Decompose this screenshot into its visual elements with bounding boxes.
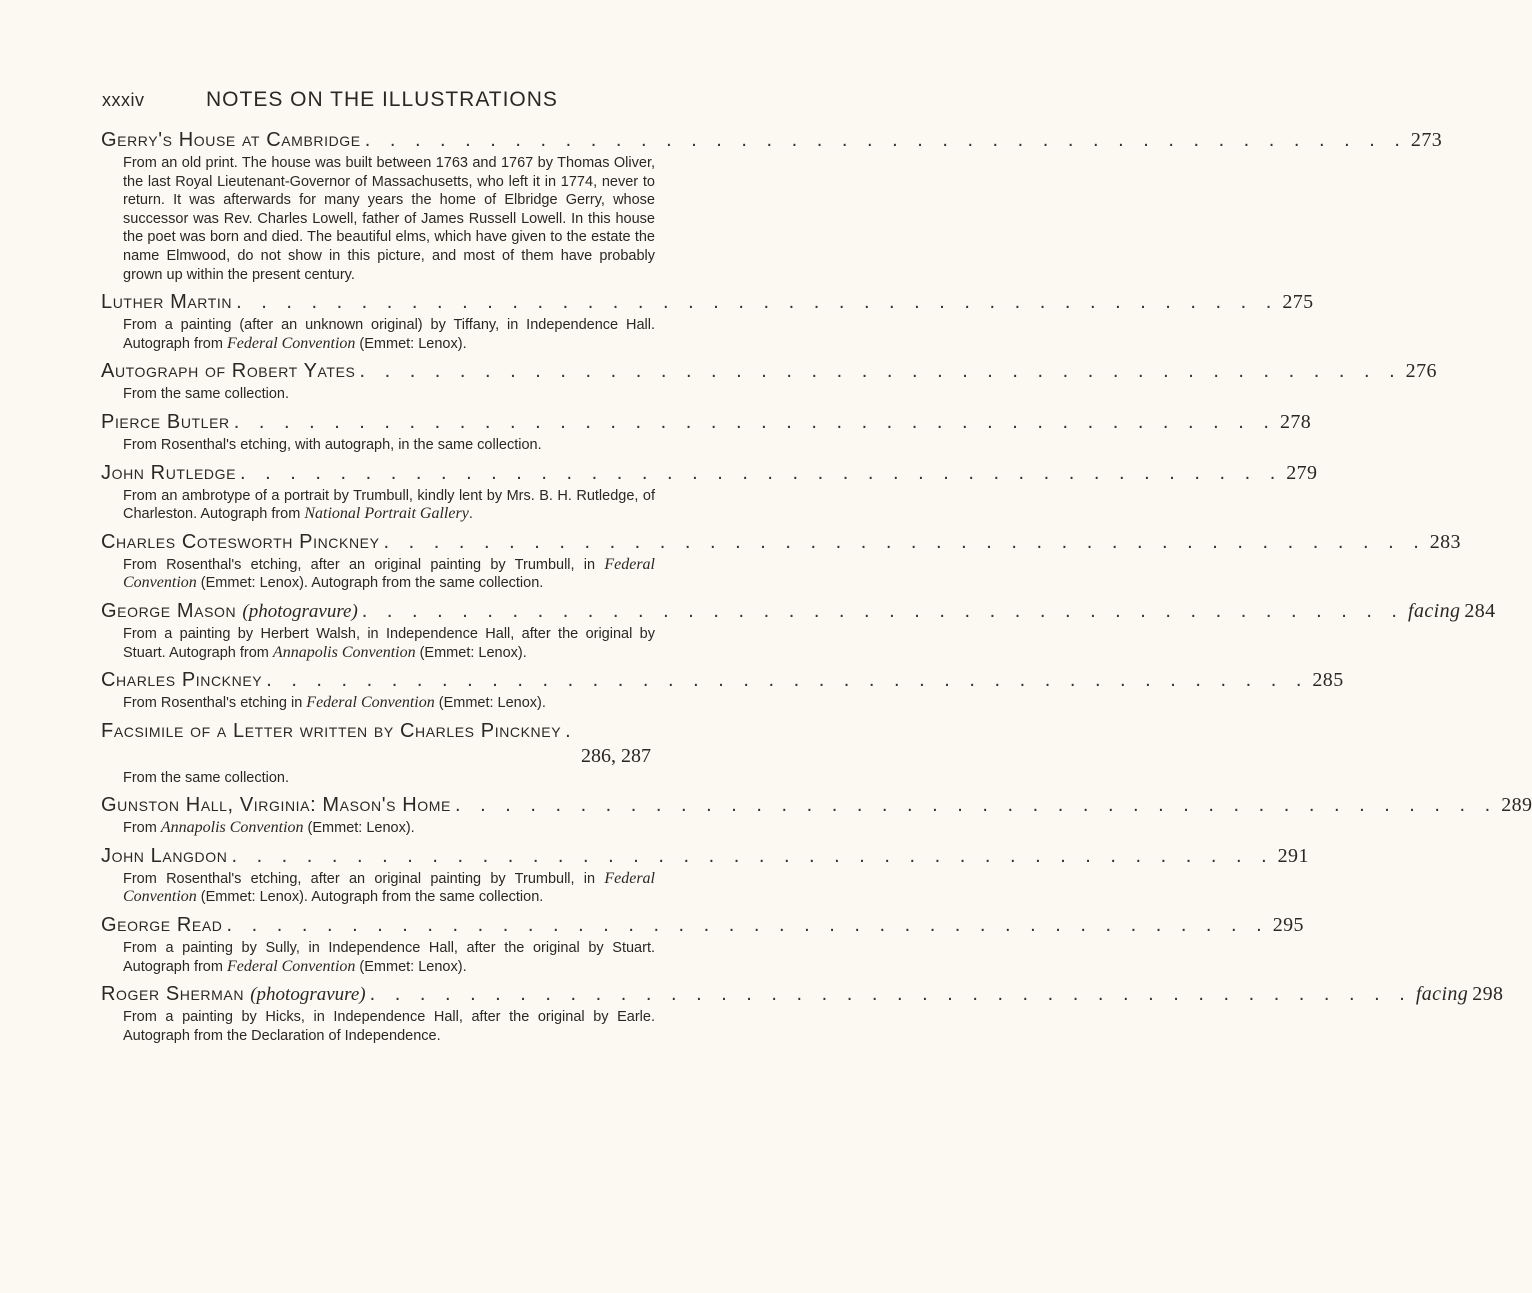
entry-page-number: 284 [1464,599,1496,622]
description-text: . [468,506,473,523]
entry-page-ref [1501,793,1532,818]
entry-page-number: 276 [1405,360,1437,383]
dot-leader: . . . . . . . . . . . . . . . . . . . . . . . . . . . . . . . . . . . . . . . . . . [369,983,1412,1006]
dot-leader: . . . . . . . . . . . . . . . . . . . . . . . . . . . . . . . . . . . . . . . . . . [364,129,1407,151]
dot-leader: . . . . . . . . . . . . . . . . . . . . . . . . . . . . . . . . . . . . . . . . . . [266,669,1309,692]
illustration-entry [101,461,1318,524]
entry-page-number: 275 [1282,291,1314,314]
entry-heading [101,793,1532,818]
description-text: From [123,820,161,837]
entry-page-prefix: facing [1415,983,1469,1006]
illustration-entry [101,913,1304,976]
entry-heading [101,982,1504,1007]
dot-leader: . . . . . . . . . . . . . . . . . . . . . . . . . . . . . . . . . . . . . . . . . . [455,794,1498,817]
illustration-notes-list [101,128,1532,1051]
entry-description [123,694,659,713]
description-text: (Emmet: Lenox). [434,695,546,712]
entry-title [101,359,355,384]
entry-description [123,556,659,593]
illustration-entry [101,719,659,788]
entry-title-text: George Read [101,914,223,937]
entry-title-text: Autograph of Robert Yates [101,360,356,383]
entry-title-text: Roger Sherman [101,983,245,1006]
illustration-entry [101,410,1312,455]
entry-heading [101,844,1309,869]
description-text: From an ambrotype of a portrait by Trumbull, kindly lent by Mrs. B. H. Rutledge, of Charleston. Autograph from [123,487,655,523]
entry-title [101,913,223,938]
description-text: From a painting by Hicks, in Independence Hall, after the original by Earle. Autograph from the Declaration of Independence. [123,1009,655,1044]
entry-heading [101,359,1437,384]
illustration-entry [101,668,1344,713]
entry-title [101,668,262,693]
description-text: (Emmet: Lenox). Autograph from the same collection. [196,889,544,906]
description-text: From a painting (after an unknown original) by Tiffany, in Independence Hall. Autograph from [123,317,655,352]
description-text: From a painting by Herbert Walsh, in Independence Hall, after the original by Stuart. Autograph from [123,625,655,661]
description-text: From Rosenthal's etching in [123,695,307,712]
dot-leader: . . . . . . . . . . . . . . . . . . . . . . . . . . . . . . . . . . . . . . . . . . [236,291,1279,314]
description-text: From Rosenthal's etching, with autograph, in the same collection. [123,436,542,453]
entry-description [123,819,659,838]
entry-page-number: 289 [1501,794,1532,817]
entry-description [123,625,659,662]
entry-title-note: (photogravure) [250,984,366,1006]
description-text: From Rosenthal's etching, after an original painting by Trumbull, in [123,556,605,573]
entry-title [101,461,236,486]
entry-title [101,290,232,315]
entry-page-number: 286, 287 [581,744,651,767]
entry-page-ref [1411,128,1442,153]
entry-title-text: George Mason [101,599,237,622]
description-text: (Emmet: Lenox). [355,958,467,975]
description-text: (Emmet: Lenox). Autograph from the same collection. [196,575,544,592]
entry-page-prefix: facing [1407,599,1461,622]
dot-leader: . . . . . . . . . . . . . . . . . . . . . . . . . . . . . . . . . . . . . . . . . . [383,530,1426,553]
entry-heading [101,410,1312,435]
publication-title: Annapolis Convention [272,643,416,661]
entry-heading [101,290,1314,315]
entry-page-number: 273 [1410,129,1443,151]
entry-heading [101,461,1318,486]
description-text: (Emmet: Lenox). [415,644,527,661]
entry-title-text: John Rutledge [101,461,237,484]
illustration-entry [101,128,1443,284]
entry-description [123,769,659,788]
illustration-entry [101,793,1532,838]
entry-title-text: John Langdon [101,844,228,867]
entry-description [123,385,659,404]
entry-title [101,719,561,744]
dot-leader: . [565,719,578,742]
publication-title: Federal Convention [123,555,655,592]
entry-page-ref [1282,290,1313,315]
entry-description [123,316,659,353]
entry-title-text: Charles Cotesworth Pinckney [101,530,380,553]
description-text: From the same collection. [123,386,290,403]
description-text: From a painting by Sully, in Independence Hall, after the original by Stuart. Autograph from [123,940,655,975]
dot-leader: . . . . . . . . . . . . . . . . . . . . . . . . . . . . . . . . . . . . . . . . . . [231,844,1274,867]
entry-title-text: Pierce Butler [101,410,230,433]
entry-title [101,982,366,1007]
entry-title-text: Facsimile of a Letter written by Charles Pinckney [101,719,562,742]
entry-title [101,844,227,869]
entry-description [123,154,659,284]
description-text: From Rosenthal's etching, after an original painting by Trumbull, in [123,870,605,887]
entry-heading [101,668,1344,693]
publication-title: Annapolis Convention [160,819,304,837]
entry-description [123,487,659,524]
illustration-entry [101,599,1496,662]
entry-page-number: 285 [1312,669,1344,692]
publication-title: Federal Convention [226,334,356,352]
illustration-entry [101,530,1461,593]
description-text: From the same collection. [123,769,290,786]
entry-title [101,530,380,555]
publication-title: National Portrait Gallery [304,505,469,523]
entry-description [123,1008,659,1045]
entry-heading [101,128,1443,153]
entry-page-ref [1430,530,1461,555]
entry-title-text: Gunston Hall, Virginia: Mason's Home [101,794,451,817]
entry-page-ref [1406,359,1437,384]
entry-page-number: 298 [1472,983,1504,1006]
entry-title-note: (photogravure) [242,600,358,622]
entry-page-ref [1273,913,1304,938]
publication-title: Federal Convention [226,957,356,975]
entry-title-text: Gerry's House at Cambridge [101,129,361,151]
entry-page-ref [1408,599,1496,624]
illustration-entry [101,844,1309,907]
illustration-entry [101,359,1437,404]
entry-description [123,436,659,455]
entry-heading [101,913,1304,938]
entry-title [101,128,361,153]
entry-title [101,410,230,435]
entry-page-number: 295 [1272,914,1304,937]
dot-leader: . . . . . . . . . . . . . . . . . . . . . . . . . . . . . . . . . . . . . . . . . . [240,461,1283,484]
entry-title [101,599,358,624]
entry-heading [101,719,659,744]
dot-leader: . . . . . . . . . . . . . . . . . . . . . . . . . . . . . . . . . . . . . . . . . . [361,599,1404,622]
entry-description [123,870,659,907]
entry-title-text: Charles Pinckney [101,669,263,692]
page-number: xxxiv [102,90,145,110]
dot-leader: . . . . . . . . . . . . . . . . . . . . . . . . . . . . . . . . . . . . . . . . . . [359,360,1402,383]
dot-leader: . . . . . . . . . . . . . . . . . . . . . . . . . . . . . . . . . . . . . . . . . . [226,914,1269,937]
entry-heading [101,599,1496,624]
entry-page-number: 291 [1277,844,1309,867]
entry-page-ref [1278,844,1309,869]
illustration-entry [101,290,1314,353]
publication-title: Federal Convention [306,694,435,712]
page-header [102,88,642,112]
entry-heading [101,530,1461,555]
running-title: NOTES ON THE ILLUSTRATIONS [206,88,558,111]
entry-title [101,793,451,818]
entry-page-number: 283 [1429,530,1461,553]
description-text: (Emmet: Lenox). [355,335,467,352]
description-text: From an old print. The house was built between 1763 and 1767 by Thomas Oliver, the last Royal Lieutenant-Governor of Massachusetts, who left it in 1774, never to return. It was afterwards for many years the home of Elbridge Gerry, whose successor was Rev. Charles Lowell, father of James Russell Lowell. In this house the poet was born and died. The beautiful elms, which have given to the estate the name Elmwood, do not show in this picture, and most of them have probably grown up within the present century. [123,155,655,283]
entry-page-ref [1416,982,1504,1007]
illustration-entry [101,982,1504,1045]
entry-description [123,939,659,976]
entry-page-ref [1280,410,1311,435]
entry-page-ref [1312,668,1343,693]
publication-title: Federal Convention [123,869,655,906]
entry-page-ref [1286,461,1317,486]
entry-title-text: Luther Martin [101,291,233,314]
entry-page-number: 278 [1279,410,1312,433]
description-text: (Emmet: Lenox). [303,820,415,837]
entry-page-number: 279 [1286,461,1318,484]
dot-leader: . . . . . . . . . . . . . . . . . . . . . . . . . . . . . . . . . . . . . . . . . . [233,410,1276,433]
